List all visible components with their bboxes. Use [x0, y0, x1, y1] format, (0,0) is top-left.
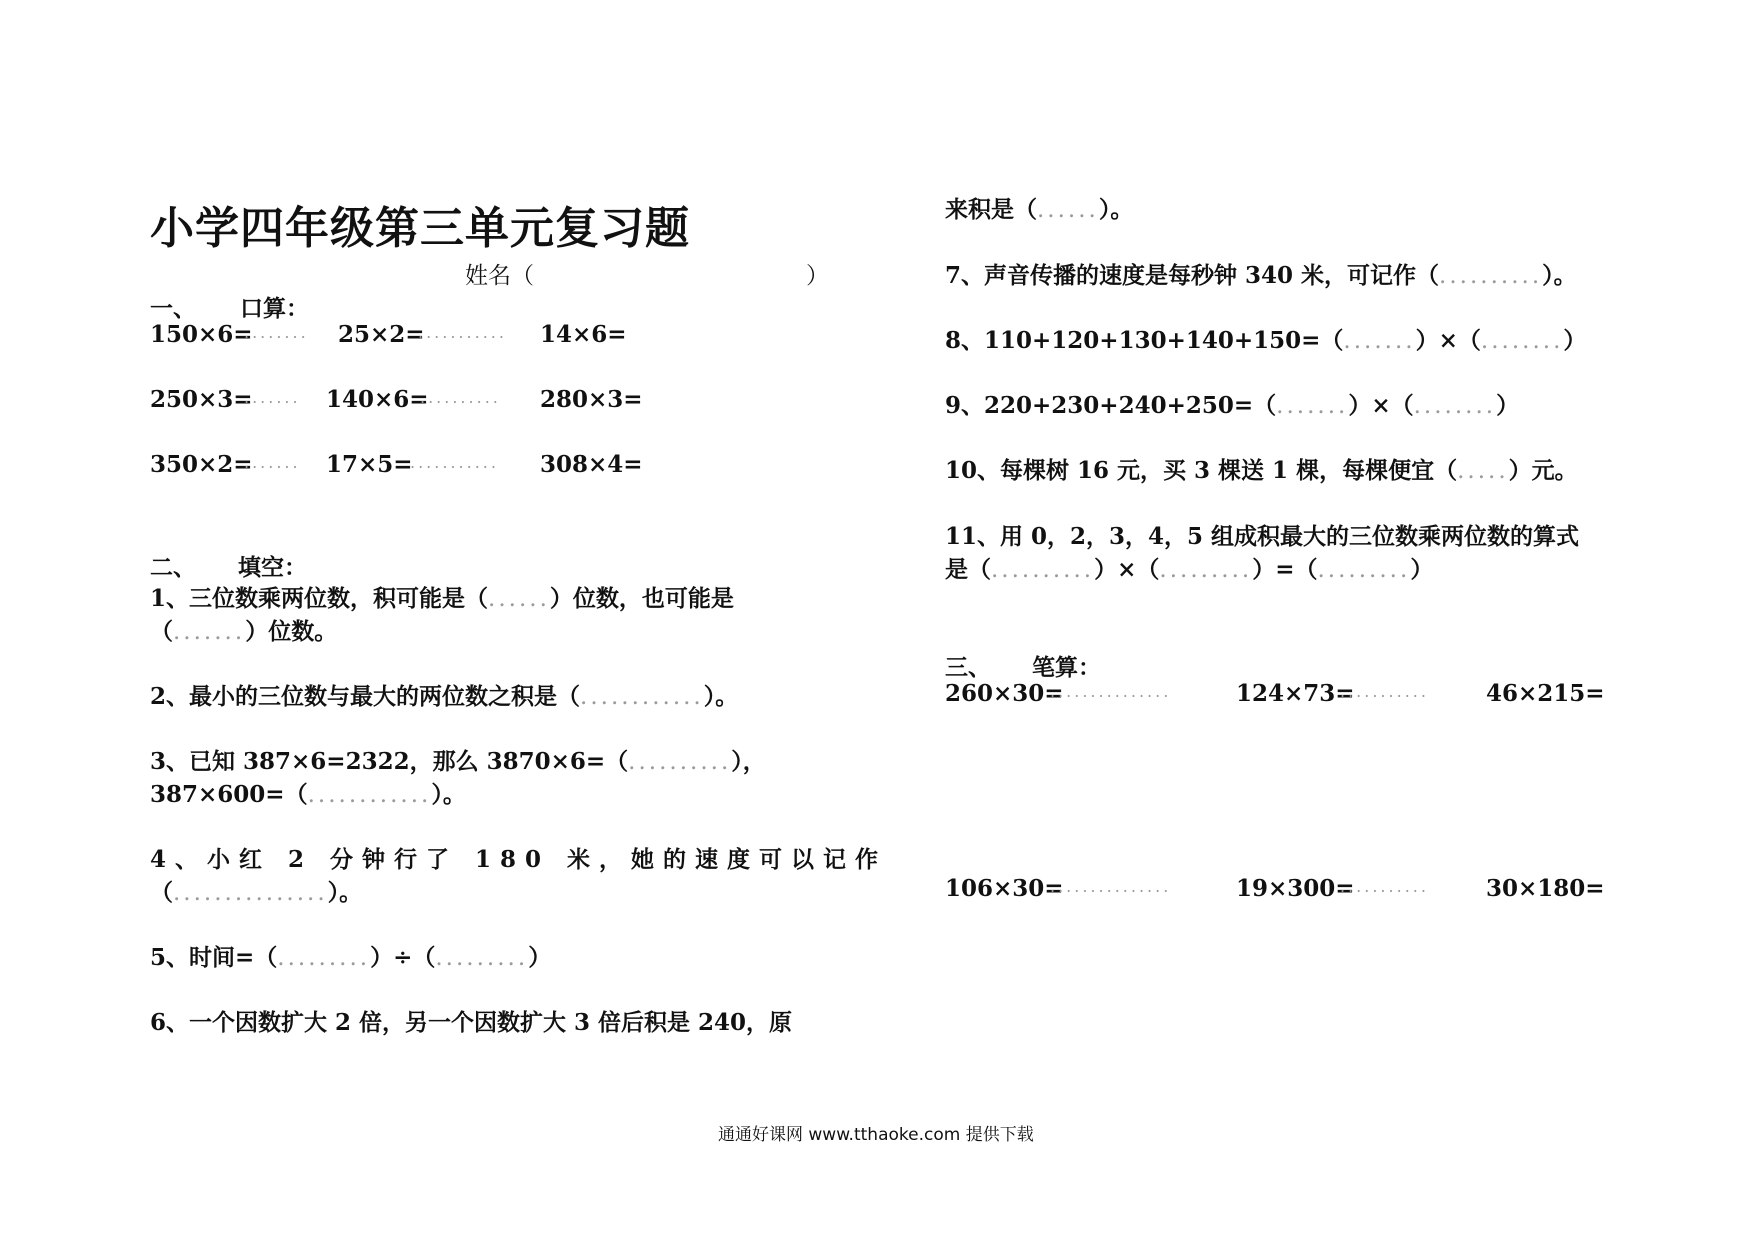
oral-problem: 250×3=	[150, 386, 253, 413]
question-text: 7、声音传播的速度是每秒钟 340 米，可记作（	[945, 262, 1440, 289]
written-problem: 19×300=	[1236, 875, 1355, 902]
question-11-cont	[945, 551, 1433, 584]
question-3	[150, 743, 766, 776]
blank-dots: .......	[244, 453, 301, 472]
question-text: ）位数，也可能是	[549, 585, 734, 612]
question-text: 3、已知 387×6=2322，那么 3870×6=（	[150, 748, 629, 775]
question-text: ）。	[703, 683, 739, 710]
section-three-label: 笔算：	[1032, 654, 1101, 681]
answer-blank[interactable]: .....	[1457, 458, 1509, 484]
question-text: （	[150, 879, 173, 906]
blank-dots: ...............	[1050, 682, 1172, 701]
section-one-label: 口算：	[240, 295, 309, 322]
written-problem: 106×30=	[945, 875, 1064, 902]
section-two-num: 二、	[150, 554, 196, 581]
question-text: ）。	[1098, 196, 1134, 223]
question-2	[150, 678, 738, 711]
question-text: 来积是（	[945, 196, 1037, 223]
question-text: ）。	[327, 879, 363, 906]
written-problem: 46×215=	[1486, 680, 1605, 707]
question-text: 5、时间=（	[150, 944, 278, 971]
name-field-close: ）	[806, 263, 829, 289]
section-three-num: 三、	[945, 654, 991, 681]
question-10	[945, 452, 1578, 485]
question-6-cont	[945, 191, 1133, 224]
answer-blank[interactable]: .........	[435, 945, 529, 971]
answer-blank[interactable]: ............	[580, 684, 704, 710]
question-text: 10、每棵树 16 元，买 3 棵送 1 棵，每棵便宜（	[945, 457, 1458, 484]
section-one-num: 一、	[150, 295, 196, 322]
oral-problem: 350×2=	[150, 451, 253, 478]
question-4: 4、小红 2 分钟行了 180 米，她的速度可以记作	[150, 846, 888, 873]
answer-blank[interactable]: ......	[488, 586, 550, 612]
question-text: ）×（	[1094, 556, 1160, 583]
question-text: 387×600=（	[150, 781, 308, 808]
question-11: 11、用 0，2，3，4，5 组成积最大的三位数乘两位数的算式	[945, 523, 1580, 550]
written-problem: 30×180=	[1486, 875, 1605, 902]
question-4-cont	[150, 874, 362, 907]
answer-blank[interactable]: .........	[277, 945, 371, 971]
answer-blank[interactable]: .......	[173, 619, 246, 645]
question-text: 是（	[945, 556, 991, 583]
question-text: 9、220+230+240+250=（	[945, 392, 1277, 419]
answer-blank[interactable]: ........	[1413, 393, 1497, 419]
question-7	[945, 257, 1577, 290]
question-text: ）。	[1542, 262, 1577, 289]
question-text: ）	[1496, 392, 1520, 419]
blank-dots: .......	[244, 388, 301, 407]
blank-dots: ...........	[1340, 682, 1429, 701]
question-1-cont	[150, 613, 337, 646]
question-text: （	[150, 618, 173, 645]
question-text: ）位数。	[245, 618, 338, 645]
written-problem: 124×73=	[1236, 680, 1355, 707]
oral-problem: 25×2=	[338, 321, 425, 348]
blank-dots: ...........	[418, 323, 507, 342]
question-text: ）÷（	[370, 944, 436, 971]
answer-blank[interactable]: ..........	[628, 749, 732, 775]
question-text: ）×（	[1415, 327, 1481, 354]
question-text: 1、三位数乘两位数，积可能是（	[150, 585, 489, 612]
page-title: 小学四年级第三单元复习题	[150, 203, 690, 254]
oral-problem: 14×6=	[540, 321, 627, 348]
oral-problem: 308×4=	[540, 451, 643, 478]
oral-problem: 17×5=	[326, 451, 413, 478]
answer-blank[interactable]: ........	[1480, 328, 1564, 354]
answer-blank[interactable]: ............	[307, 782, 432, 808]
question-1	[150, 580, 734, 613]
question-3-cont	[150, 776, 466, 809]
blank-dots: ...........	[1340, 877, 1429, 896]
oral-problem: 280×3=	[540, 386, 643, 413]
answer-blank[interactable]: ..........	[991, 557, 1095, 583]
answer-blank[interactable]: ..........	[1439, 263, 1543, 289]
answer-blank[interactable]: .......	[1343, 328, 1416, 354]
question-text: ）	[1563, 327, 1587, 354]
oral-problem: 140×6=	[326, 386, 429, 413]
question-9	[945, 387, 1519, 420]
question-text: ），	[731, 748, 766, 775]
question-6: 6、一个因数扩大 2 倍，另一个因数扩大 3 倍后积是 240，原	[150, 1009, 793, 1036]
name-field-label: 姓名（	[465, 263, 534, 289]
answer-blank[interactable]: .........	[1317, 557, 1411, 583]
blank-dots: ...............	[1050, 877, 1172, 896]
oral-problem: 150×6=	[150, 321, 253, 348]
written-problem: 260×30=	[945, 680, 1064, 707]
blank-dots: ..........	[420, 388, 501, 407]
question-text: ）×（	[1348, 392, 1414, 419]
question-text: 2、最小的三位数与最大的两位数之积是（	[150, 683, 581, 710]
answer-blank[interactable]: .......	[1276, 393, 1349, 419]
question-text: ）=（	[1252, 556, 1318, 583]
question-text: ）。	[431, 781, 466, 808]
question-text: ）元。	[1508, 457, 1578, 484]
question-5	[150, 939, 551, 972]
question-text: 8、110+120+130+140+150=（	[945, 327, 1344, 354]
footer-credit: 通通好课网 www.tthaoke.com 提供下载	[718, 1125, 1034, 1145]
blank-dots: ...........	[410, 453, 499, 472]
section-two-label: 填空：	[238, 554, 307, 581]
question-text: ）	[1410, 556, 1434, 583]
blank-dots: ........	[244, 323, 309, 342]
answer-blank[interactable]: ...............	[173, 880, 328, 906]
question-text: ）	[528, 944, 552, 971]
answer-blank[interactable]: ......	[1037, 197, 1099, 223]
answer-blank[interactable]: .........	[1159, 557, 1253, 583]
question-8	[945, 322, 1586, 355]
